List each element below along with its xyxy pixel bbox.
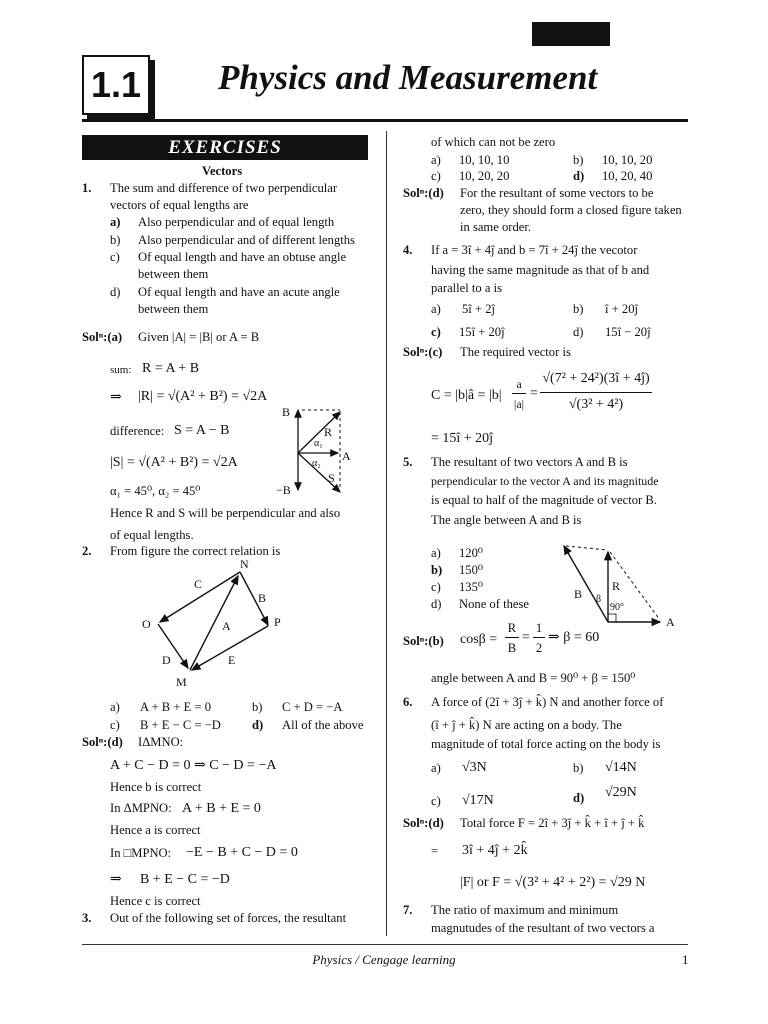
q4-opt-b-label: b) bbox=[573, 302, 584, 316]
q5-vector-figure bbox=[560, 540, 680, 630]
q4-opt-a: 5î + 2ĵ bbox=[462, 302, 495, 316]
q6-opt-c: √17N bbox=[462, 793, 494, 808]
q5-frac-bar-1 bbox=[505, 637, 519, 638]
q6-sol-line2: 3î + 4ĵ + 2k̂ bbox=[462, 843, 528, 858]
q2-hence-a: Hence a is correct bbox=[110, 823, 201, 837]
q1-diff-eq: S = A − B bbox=[174, 423, 230, 438]
q2-fig-label-n: N bbox=[240, 557, 249, 571]
q2-fig-label-c: C bbox=[194, 577, 203, 591]
q5-fig-vector-b bbox=[564, 546, 608, 622]
q2-vector-figure bbox=[140, 557, 290, 690]
q6-opt-c-label: c) bbox=[431, 794, 441, 808]
q4-text-line3: parallel to a is bbox=[431, 281, 502, 295]
q1-opt-d-line1: Of equal length and have an acute angle bbox=[138, 285, 340, 299]
q2-opt-b: C + D = −A bbox=[282, 700, 343, 714]
chapter-number: 1.1 bbox=[90, 64, 142, 105]
q5-cos-rhs: ⇒ β = 60 bbox=[548, 630, 600, 645]
q2-fig-label-p: P bbox=[274, 615, 281, 629]
q1-opt-d-label: d) bbox=[110, 285, 121, 299]
q1-text-line1: The sum and difference of two perpendicular bbox=[110, 181, 338, 195]
q1-fig-label-alpha2: α₂ bbox=[312, 458, 321, 469]
q2-solution-label: Solⁿ:(d) bbox=[82, 735, 123, 749]
q5-opt-a-label: a) bbox=[431, 546, 441, 560]
q6-text-line3: magnitude of total force acting on the body is bbox=[431, 737, 661, 751]
q5-angle-line: angle between A and B = 90⁰ + β = 150⁰ bbox=[431, 671, 636, 685]
q2-eq3: −E − B + C − D = 0 bbox=[186, 845, 298, 860]
q2-opt-d: All of the above bbox=[282, 718, 364, 732]
q2-fig-label-m: M bbox=[176, 675, 187, 689]
q5-cos-lhs: cosβ = bbox=[460, 632, 498, 647]
q4-frac-eq: = bbox=[530, 386, 538, 401]
chapter-number-box bbox=[82, 55, 150, 115]
q1-fig-label-b: B bbox=[282, 405, 291, 419]
exercises-heading bbox=[82, 135, 368, 160]
q4-opt-b: î + 20ĵ bbox=[605, 302, 638, 316]
q3-opt-b-label: b) bbox=[573, 153, 584, 167]
q1-opt-c-line1: Of equal length and have an obtuse angle bbox=[138, 250, 347, 264]
q4-solution-label: Solⁿ:(c) bbox=[403, 345, 443, 359]
q2-eq2: A + B + E = 0 bbox=[182, 801, 261, 816]
q5-frac-one: 1 bbox=[535, 621, 543, 635]
q3-sol-line2: zero, they should form a closed figure taken bbox=[460, 203, 682, 217]
q1-solution-label: Solⁿ:(a) bbox=[82, 330, 123, 344]
q2-opt-c-label: c) bbox=[110, 718, 120, 732]
q1-r-magnitude: |R| = √(A² + B²) = √2A bbox=[138, 389, 268, 404]
q1-opt-c-label: c) bbox=[110, 250, 120, 264]
q3-opt-b: 10, 10, 20 bbox=[602, 153, 653, 167]
q1-text-line2: vectors of equal lengths are bbox=[110, 198, 249, 212]
q6-sol-eq-sign: = bbox=[431, 844, 439, 858]
q5-opt-a: 120⁰ bbox=[459, 546, 483, 560]
q1-hence-line2: of equal lengths. bbox=[110, 528, 194, 542]
q2-text: From figure the correct relation is bbox=[110, 544, 281, 558]
q1-fig-label-a: A bbox=[342, 449, 351, 463]
column-divider bbox=[386, 131, 387, 936]
q1-vector-figure bbox=[276, 400, 356, 500]
q1-fig-label-alpha1: α₁ bbox=[314, 438, 323, 449]
q6-opt-b: √14N bbox=[605, 760, 637, 775]
q5-opt-c: 135⁰ bbox=[459, 580, 483, 594]
q1-diff-label: difference: bbox=[110, 424, 165, 438]
q2-opt-c: B + E − C = −D bbox=[140, 718, 221, 732]
q4-result: = 15î + 20ĵ bbox=[431, 431, 494, 446]
q4-opt-a-label: a) bbox=[431, 302, 441, 316]
q3-sol-line3: in same order. bbox=[460, 220, 531, 234]
q3-sol-line1: For the resultant of some vectors to be bbox=[460, 186, 654, 200]
q5-solution-label: Solⁿ:(b) bbox=[403, 634, 444, 648]
q2-implies: ⇒ bbox=[110, 872, 122, 887]
q5-fig-label-90: 90° bbox=[610, 602, 624, 613]
q5-frac-two: 2 bbox=[535, 641, 543, 655]
q1-fig-label-s: S bbox=[328, 471, 335, 485]
q1-opt-b: Also perpendicular and of different lengths bbox=[138, 233, 355, 247]
q4-number: 4. bbox=[403, 243, 413, 257]
q3-solution-label: Solⁿ:(d) bbox=[403, 186, 444, 200]
chapter-title: Physics and Measurement bbox=[218, 58, 598, 97]
q4-frac-bar bbox=[512, 393, 526, 394]
q1-opt-c-line2: between them bbox=[138, 267, 209, 281]
page-number: 1 bbox=[682, 952, 689, 967]
q5-opt-d: None of these bbox=[459, 597, 529, 611]
q6-opt-d: √29N bbox=[605, 785, 637, 800]
q6-opt-a-label: a) bbox=[431, 761, 441, 775]
q3-opt-d-label: d) bbox=[573, 169, 585, 183]
q3-opt-a: 10, 10, 10 bbox=[459, 153, 510, 167]
q2-sol-line1: IΔMNO: bbox=[138, 735, 184, 749]
q2-opt-d-label: d) bbox=[252, 718, 264, 732]
q2-fig-label-o: O bbox=[142, 617, 151, 631]
q2-opt-a: A + B + E = 0 bbox=[140, 700, 211, 714]
q5-opt-b: 150⁰ bbox=[459, 563, 483, 577]
q4-text-line2: having the same magnitude as that of b and bbox=[431, 263, 650, 277]
q2-eq4: B + E − C = −D bbox=[140, 872, 230, 887]
q5-fig-label-b: B bbox=[574, 587, 583, 601]
q4-sol-line1: The required vector is bbox=[460, 345, 571, 359]
header-rule bbox=[82, 119, 688, 122]
q4-text-line1: If a = 3î + 4ĵ and b = 7î + 24ĵ the vecotor bbox=[431, 243, 638, 257]
q1-sum-label: sum: bbox=[110, 364, 132, 376]
q5-frac-eq: = bbox=[522, 630, 530, 645]
q5-frac-r: R bbox=[507, 621, 517, 635]
q4-big-num: √(7² + 24²)(3î + 4ĵ) bbox=[542, 371, 650, 386]
q4-frac-num: a bbox=[516, 377, 522, 391]
q4-big-frac-bar bbox=[540, 392, 652, 393]
q5-fig-label-r: R bbox=[612, 579, 621, 593]
q3-opt-c-label: c) bbox=[431, 169, 441, 183]
q2-in-mpno-2: In □MPNO: bbox=[110, 846, 172, 860]
q2-fig-label-e: E bbox=[228, 653, 236, 667]
q6-opt-a: √3N bbox=[462, 760, 487, 775]
q3-text-line2: of which can not be zero bbox=[431, 135, 556, 149]
q7-number: 7. bbox=[403, 903, 413, 917]
q5-text-line2: perpendicular to the vector A and its magnitude bbox=[431, 474, 659, 488]
exercises-heading-text: EXERCISES bbox=[168, 136, 282, 158]
q1-number: 1. bbox=[82, 181, 92, 195]
q5-opt-c-label: c) bbox=[431, 580, 441, 594]
q4-opt-d-label: d) bbox=[573, 325, 584, 339]
q5-frac-bar-2 bbox=[533, 637, 545, 638]
q5-opt-b-label: b) bbox=[431, 563, 443, 577]
q5-frac-b: B bbox=[507, 641, 517, 655]
q5-text-line4: The angle between A and B is bbox=[431, 513, 582, 527]
topic-heading: Vectors bbox=[202, 164, 243, 178]
q2-eq1: A + C − D = 0 ⇒ C − D = −A bbox=[110, 758, 277, 773]
q2-hence-c: Hence c is correct bbox=[110, 894, 201, 908]
q5-fig-label-a: A bbox=[666, 615, 675, 629]
footer-rule bbox=[82, 944, 688, 945]
q5-opt-d-label: d) bbox=[431, 597, 442, 611]
q2-opt-a-label: a) bbox=[110, 700, 120, 714]
q4-frac-den: |a| bbox=[513, 397, 525, 411]
q3-opt-d: 10, 20, 40 bbox=[602, 169, 653, 183]
q2-opt-b-label: b) bbox=[252, 700, 263, 714]
q1-opt-a-label: a) bbox=[110, 215, 121, 229]
q6-sol-line3: |F| or F = √(3² + 4² + 2²) = √29 N bbox=[460, 875, 646, 890]
footer-text: Physics / Cengage learning bbox=[312, 952, 456, 967]
q1-sol-given: Given |A| = |B| or A = B bbox=[138, 330, 260, 344]
q2-number: 2. bbox=[82, 544, 92, 558]
q5-text-line1: The resultant of two vectors A and B is bbox=[431, 455, 628, 469]
q3-opt-c: 10, 20, 20 bbox=[459, 169, 510, 183]
q3-number: 3. bbox=[82, 911, 92, 925]
q4-c-lhs: C = |b|â = |b| bbox=[431, 388, 502, 403]
q5-fig-label-beta: β bbox=[596, 594, 602, 605]
q2-hence-b: Hence b is correct bbox=[110, 780, 202, 794]
q4-big-den: √(3² + 4²) bbox=[568, 397, 624, 412]
q1-fig-label-r: R bbox=[324, 425, 333, 439]
q5-text-line3: is equal to half of the magnitude of vector B. bbox=[431, 493, 657, 507]
q6-solution-label: Solⁿ:(d) bbox=[403, 816, 444, 830]
q6-text-line2: (î + ĵ + k̂) N are acting on a body. The bbox=[431, 718, 622, 732]
q5-number: 5. bbox=[403, 455, 413, 469]
q4-opt-d: 15î − 20ĵ bbox=[605, 325, 651, 339]
q1-opt-a: Also perpendicular and of equal length bbox=[138, 215, 335, 229]
q2-fig-label-a: A bbox=[222, 619, 231, 633]
q1-fig-label-negb: −B bbox=[276, 483, 291, 497]
q2-fig-label-b: B bbox=[258, 591, 267, 605]
q5-fig-dash-top bbox=[566, 546, 608, 550]
q5-fig-right-angle bbox=[608, 614, 616, 622]
q1-opt-d-line2: between them bbox=[138, 302, 209, 316]
q1-alphas: α₁ = 45⁰, α₂ = 45⁰ bbox=[110, 484, 201, 498]
q3-text-line1: Out of the following set of forces, the resultant bbox=[110, 911, 347, 925]
q1-sum-eq: R = A + B bbox=[142, 361, 200, 376]
q2-in-mpno-1: In ΔMPNO: bbox=[110, 801, 172, 815]
q6-number: 6. bbox=[403, 695, 413, 709]
q6-opt-b-label: b) bbox=[573, 761, 584, 775]
q6-text-line1: A force of (2î + 3ĵ + k̂) N and another force of bbox=[431, 695, 664, 709]
q1-opt-b-label: b) bbox=[110, 233, 121, 247]
q4-opt-c: 15î + 20ĵ bbox=[459, 325, 505, 339]
q1-implies: ⇒ bbox=[110, 390, 122, 405]
q1-hence-line1: Hence R and S will be perpendicular and also bbox=[110, 506, 341, 520]
q7-text-line1: The ratio of maximum and minimum bbox=[431, 903, 619, 917]
q6-opt-d-label: d) bbox=[573, 791, 585, 805]
q6-sol-line1: Total force F = 2î + 3ĵ + k̂ + î + ĵ + k̂ bbox=[460, 816, 645, 830]
q7-text-line2: magnutudes of the resultant of two vectors a bbox=[431, 921, 655, 935]
header-black-tab bbox=[532, 22, 610, 46]
q1-s-magnitude: |S| = √(A² + B²) = √2A bbox=[110, 455, 238, 470]
q3-opt-a-label: a) bbox=[431, 153, 441, 167]
q4-opt-c-label: c) bbox=[431, 325, 441, 339]
q2-fig-label-d: D bbox=[162, 653, 171, 667]
